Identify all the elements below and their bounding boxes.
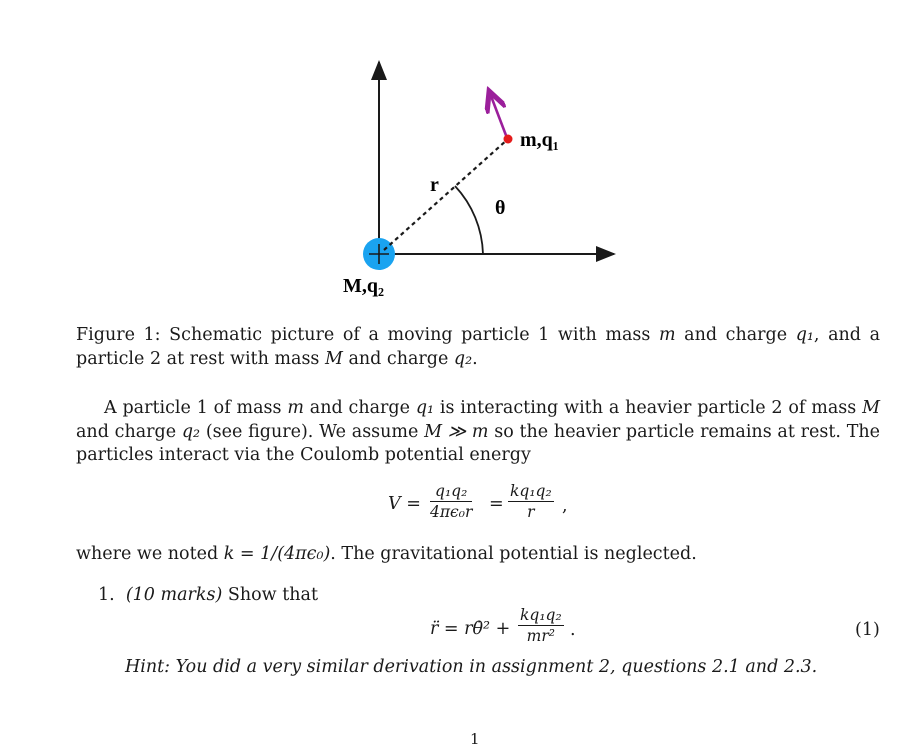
label-particle1: m,q₁ bbox=[520, 129, 559, 151]
eq-equals: = bbox=[489, 494, 504, 514]
eq-frac2-den: r bbox=[527, 503, 535, 521]
eqm-lhs: r̈ = rθ̇² + bbox=[430, 619, 511, 639]
eq-frac2 bbox=[508, 482, 554, 521]
question-1 bbox=[98, 584, 878, 608]
note-line: where we noted k = 1/(4πϵ₀). The gravitational potential is neglected. bbox=[76, 544, 697, 564]
eqm-frac-num: kq₁q₂ bbox=[520, 606, 562, 624]
r-line bbox=[384, 139, 508, 250]
equation-number: (1) bbox=[855, 620, 880, 640]
theta-arc bbox=[455, 186, 483, 254]
question-marks: (10 marks) bbox=[125, 585, 223, 605]
eq-comma: , bbox=[562, 496, 568, 516]
eq-lhs: V = bbox=[388, 494, 421, 514]
question-number: 1. bbox=[98, 585, 115, 605]
particle-1 bbox=[504, 135, 513, 144]
eqm-frac-den: mr² bbox=[526, 627, 555, 645]
figure-caption: Figure 1: Schematic picture of a moving particle 1 with mass m and charge q₁, and a particle 2 at rest with mass M and charge q₂. bbox=[76, 325, 881, 369]
intro-paragraph: A particle 1 of mass m and charge q₁ is interacting with a heavier particle 2 of mass M and charge q₂ (see figure). We assume M ≫ m so the heavier particle remains at rest. The particles interact via the Coulomb potential energy bbox=[76, 398, 880, 465]
eq-frac1-den: 4πϵ₀r bbox=[430, 503, 473, 521]
label-theta: θ bbox=[495, 197, 506, 219]
eq-frac2-num: kq₁q₂ bbox=[510, 482, 552, 500]
eqm-frac bbox=[518, 606, 564, 645]
schematic-figure bbox=[0, 0, 902, 310]
question-text: Show that bbox=[222, 585, 318, 605]
eqm-end: . bbox=[570, 620, 576, 640]
label-r: r bbox=[430, 174, 439, 196]
eq-frac1-num: q₁q₂ bbox=[430, 482, 472, 502]
page-number: 1 bbox=[470, 730, 480, 748]
eq-frac1 bbox=[430, 482, 472, 521]
hint-text: Hint: You did a very similar derivation in assignment 2, questions 2.1 and 2.3. bbox=[125, 657, 818, 677]
velocity-arrow bbox=[491, 96, 507, 138]
label-particle2: M,q₂ bbox=[343, 275, 384, 297]
